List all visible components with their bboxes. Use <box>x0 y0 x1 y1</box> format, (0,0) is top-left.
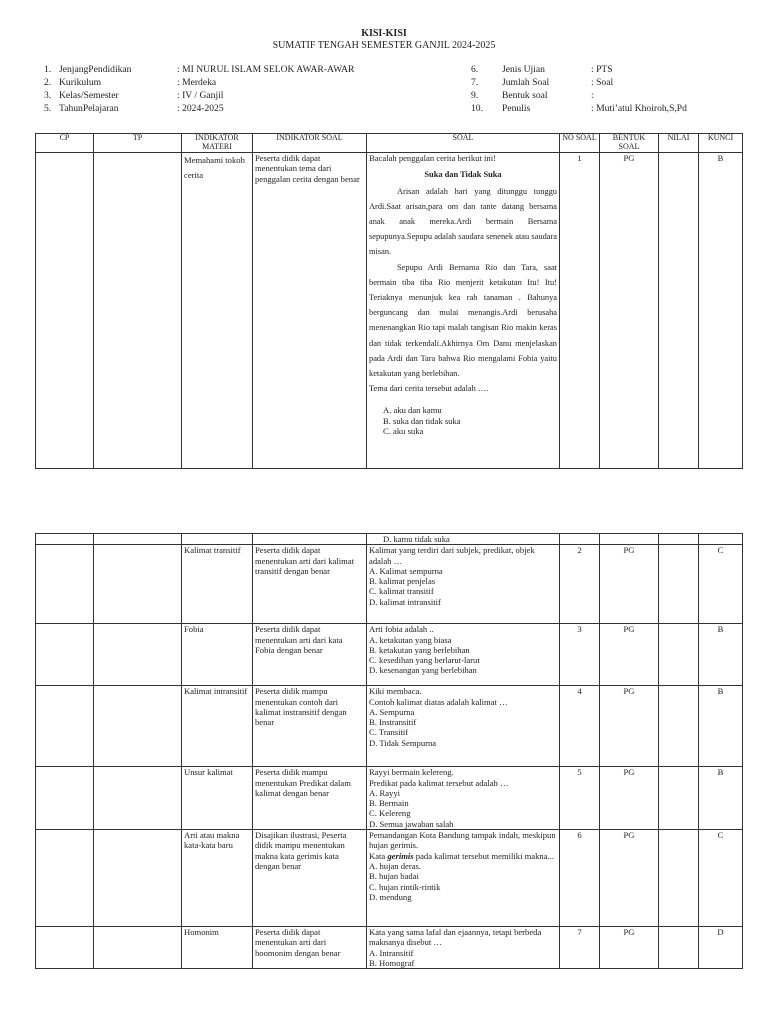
meta-right-labels: Jenis Ujian Jumlah Soal Bentuk soal Penulis <box>502 64 550 114</box>
soal-question: Rayyi bermain kelereng. <box>369 767 454 778</box>
soal-cell <box>367 927 560 969</box>
soal-cell <box>367 830 560 927</box>
soal-question: Kiki membaca. <box>369 686 422 697</box>
answer-option: B. Instransitif <box>369 717 417 728</box>
answer-option: A. ketakutan yang biasa <box>369 634 452 645</box>
table-row <box>36 830 743 927</box>
col-header-indikator-soal: INDIKATOR SOAL <box>253 134 367 153</box>
kunci-cell: C <box>699 545 743 624</box>
soal-cell <box>367 767 560 830</box>
cp-cell <box>36 153 94 469</box>
indikator-materi-cell: Unsur kalimat <box>182 767 253 830</box>
soal-question: Kalimat yang terdiri dari subjek, predikat, objek adalah … <box>369 545 535 566</box>
bentuk-soal-cell: PG <box>600 686 659 767</box>
page-subtitle: SUMATIF TENGAH SEMESTER GANJIL 2024-2025 <box>272 40 496 51</box>
no-soal-cell: 6 <box>560 830 600 927</box>
table-header-row <box>36 134 743 153</box>
indikator-soal-cell: Peserta didik dapat menentukan arti dari kalimat transitif dengan benar <box>253 545 367 624</box>
answer-option: C. hujan rintik-rintik <box>369 881 441 892</box>
meta-right-values: : PTS : Soal : : Muti’atul Khoiroh,S,Pd <box>591 64 687 114</box>
no-soal-cell: 5 <box>560 767 600 830</box>
indikator-soal-cell: Peserta didik mampu menentukan Predikat dalam kalimat dengan benar <box>253 767 367 830</box>
answer-option: A. Rayyi <box>369 787 401 798</box>
answer-option: D. kamu tidak suka <box>367 534 560 545</box>
soal-cell <box>367 624 560 686</box>
bentuk-soal-cell: PG <box>600 767 659 830</box>
indikator-materi-cell: Arti atau makna kata-kata baru <box>182 830 253 927</box>
meta-left-values: : MI NURUL ISLAM SELOK AWAR-AWAR : Merdeka : IV / Ganjil : 2024-2025 <box>177 64 355 114</box>
answer-option: B. Homograf <box>369 957 415 968</box>
table-row <box>36 545 743 624</box>
answer-option: A. Intransitif <box>369 947 414 958</box>
table-row <box>36 624 743 686</box>
answer-option: A. Sempurna <box>369 706 415 717</box>
no-soal-cell: 7 <box>560 927 600 969</box>
answer-option: B. Bermain <box>369 798 409 809</box>
indikator-materi-cell: Homonim <box>182 927 253 969</box>
soal-question: Kata yang sama lafal dan ejaannya, tetapi berbeda maknanya disebut … <box>369 927 542 948</box>
story-paragraph: Arisan adalah hari yang ditunggu tunggu Ardi.Saat arisan,para om dan tante datang bersama anak anak mereka.Ardi bermain Bersama sepupunya.Sepupu adalah saudara senenek atau saudara misan. <box>369 186 557 257</box>
nilai-cell <box>659 686 699 767</box>
bentuk-soal-cell: PG <box>600 830 659 927</box>
nilai-cell <box>659 830 699 927</box>
answer-option: C. Transitif <box>369 727 409 738</box>
soal-cell <box>367 153 560 469</box>
indikator-soal-cell: Peserta didik mampu menentukan contoh dari kalimat instransitif dengan benar <box>253 686 367 767</box>
soal-cell <box>367 686 560 767</box>
answer-option: C. kalimat transitif <box>369 586 434 597</box>
kunci-cell: B <box>699 767 743 830</box>
soal-question: Predikat pada kalimat tersebut adalah … <box>369 777 509 788</box>
indikator-soal-cell: Peserta didik dapat menentukan arti dari kata Fobia dengan benar <box>253 624 367 686</box>
no-soal-cell: 3 <box>560 624 600 686</box>
meta-right-numbers: 6. 7. 9. 10. <box>471 64 483 114</box>
answer-option: A. hujan deras. <box>369 860 422 871</box>
answer-option: A. Kalimat sempurna <box>369 565 443 576</box>
indikator-materi-cell: Memahami tokoh cerita <box>182 153 253 469</box>
bentuk-soal-cell: PG <box>600 624 659 686</box>
col-header-no-soal: NO SOAL <box>560 134 600 153</box>
nilai-cell <box>659 545 699 624</box>
answer-option: D. mendung <box>369 891 412 902</box>
answer-option: D. kalimat intransitif <box>369 596 441 607</box>
story <box>369 167 557 396</box>
no-soal-cell: 1 <box>560 153 600 469</box>
kunci-cell: C <box>699 830 743 927</box>
answer-options <box>369 405 557 436</box>
indikator-materi-cell: Kalimat transitif <box>182 545 253 624</box>
answer-option: D. Tidak Sempurna <box>369 737 437 748</box>
col-header-soal: SOAL <box>367 134 560 153</box>
answer-option: B. suka dan tidak suka <box>383 415 461 426</box>
meta-left-numbers: 1. 2. 3. 5. <box>44 64 52 114</box>
answer-option: B. hujan badai <box>369 871 419 882</box>
soal-question: Contoh kalimat diatas adalah kalimat … <box>369 696 508 707</box>
answer-option: C. aku suka <box>383 425 424 436</box>
grid-table-page-2 <box>35 533 743 969</box>
no-soal-cell: 2 <box>560 545 600 624</box>
story-title: Suka dan Tidak Suka <box>424 170 502 180</box>
col-header-indikator-materi: INDIKATOR MATERI <box>182 134 253 153</box>
table-row <box>36 153 743 469</box>
meta-left-labels: JenjangPendidikan Kurikulum Kelas/Semester TahunPelajaran <box>59 64 132 114</box>
col-header-tp: TP <box>94 134 182 153</box>
soal-question: Pemandangan Kota Bandung tampak indah, meskipun hujan gerimis. <box>369 830 556 851</box>
indikator-soal-cell: Peserta didik dapat menentukan arti dari hoomonim dengan benar <box>253 927 367 969</box>
col-header-cp: CP <box>36 134 94 153</box>
kunci-cell: D <box>699 927 743 969</box>
soal-intro: Bacalah penggalan cerita berikut ini! <box>369 153 496 163</box>
answer-option: C. Kelereng <box>369 808 411 819</box>
answer-option: A. aku dan kamu <box>383 405 442 416</box>
tp-cell <box>94 153 182 469</box>
nilai-cell <box>659 767 699 830</box>
col-header-nilai: NILAI <box>659 134 699 153</box>
soal-question: Arti fobia adalah .. <box>369 624 434 635</box>
col-header-bentuk-soal: BENTUK SOAL <box>600 134 659 153</box>
answer-option: C. kesedihan yang berlarut-larut <box>369 655 480 666</box>
soal-cell <box>367 545 560 624</box>
table-row-continued <box>36 534 743 545</box>
kunci-cell: B <box>699 153 743 469</box>
bentuk-soal-cell: PG <box>600 153 659 469</box>
nilai-cell <box>659 927 699 969</box>
soal-question: Kata gerimis pada kalimat tersebut memiliki makna... <box>369 850 554 861</box>
indikator-soal-cell: Peserta didik dapat menentukan tema dari penggalan cerita dengan benar <box>253 153 367 469</box>
bentuk-soal-cell: PG <box>600 927 659 969</box>
table-row <box>36 686 743 767</box>
table-row <box>36 927 743 969</box>
page-title: KISI-KISI <box>361 28 407 39</box>
indikator-soal-cell: Disajikan ilustrasi, Peserta didik mampu menentukan makna kata gerimis kata dengan benar <box>253 830 367 927</box>
answer-option: B. kalimat penjelas <box>369 576 436 587</box>
answer-option: D. Semua jawaban salah <box>369 818 454 829</box>
nilai-cell <box>659 153 699 469</box>
no-soal-cell: 4 <box>560 686 600 767</box>
kunci-cell: B <box>699 686 743 767</box>
indikator-materi-cell: Fobia <box>182 624 253 686</box>
answer-option: B. ketakutan yang berlebihan <box>369 644 470 655</box>
col-header-kunci: KUNCI <box>699 134 743 153</box>
story-paragraph: Sepupu Ardi Bernama Rio dan Tara, saat bermain tiba tiba Rio menjerit ketakutan Itu! Itu! Teriaknya menunjuk kea rah tanaman . Bahunya berguncang dan mulai menangis.Ardi berusaha menenangkan Rio tapi malah tangisan Rio makin keras dan tidak terkendali.Akhirnya Om Danu menjelaskan pada Ardi dan Tara bahwa Rio mengalami Fobia yaitu ketakutan yang berlebihan. <box>369 262 557 378</box>
kunci-cell: B <box>699 624 743 686</box>
grid-table-page-1 <box>35 133 743 469</box>
indikator-materi-cell: Kalimat intransitif <box>182 686 253 767</box>
answer-option: D. kesenangan yang berlebihan <box>369 665 477 676</box>
table-row <box>36 767 743 830</box>
soal-question: Tema dari cerita tersebut adalah …. <box>369 384 489 394</box>
nilai-cell <box>659 624 699 686</box>
bentuk-soal-cell: PG <box>600 545 659 624</box>
